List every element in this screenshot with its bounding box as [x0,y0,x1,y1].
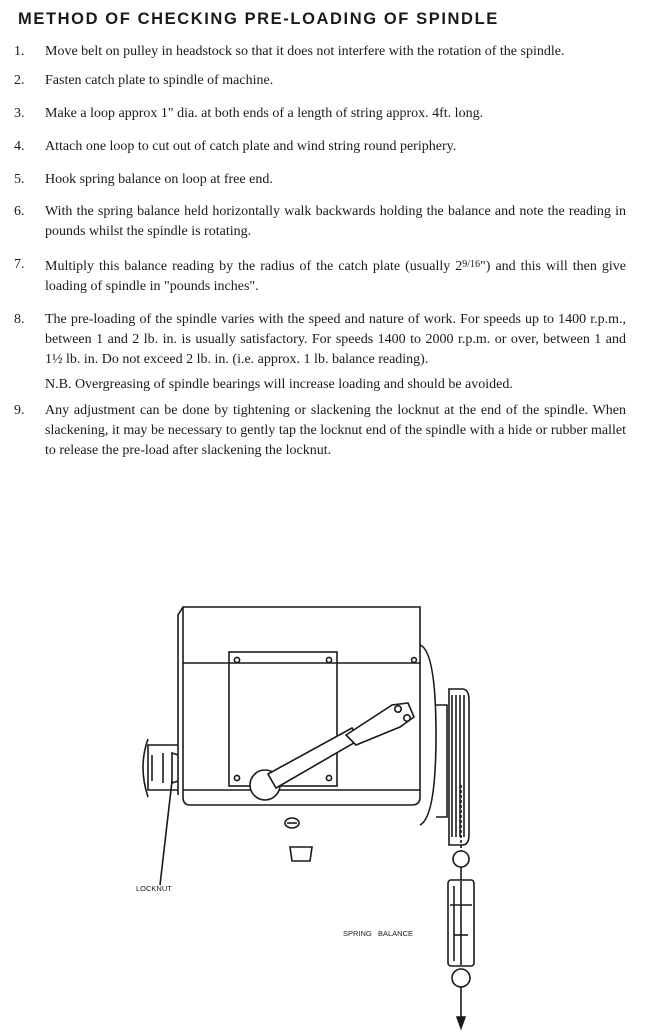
cover-screw [326,775,331,780]
headstock-rear-bulge [420,645,436,825]
bottom-knob [290,847,312,861]
spring-balance-label: SPRING BALANCE [343,929,414,938]
page-title: METHOD OF CHECKING PRE-LOADING OF SPINDLE [18,10,499,28]
locknut-leader [160,781,172,885]
step-1 [14,42,626,62]
step-number: 2. [14,73,25,88]
step-6 [14,202,626,242]
instruction-list [14,42,626,461]
step-number: 9. [14,403,25,418]
locknut-label: LOCKNUT [136,884,172,893]
step-8 [14,310,626,370]
step-9 [14,401,626,461]
step-text: Make a loop approx 1" dia. at both ends of a length of string approx. 4ft. long. [45,106,484,121]
headstock-illustration [0,585,664,1034]
step-number: 3. [14,106,25,121]
step-7 [14,255,626,297]
step-2 [14,71,626,91]
step-number: 5. [14,172,25,187]
spindle-collar [172,753,178,783]
pull-arrow-icon [457,1017,465,1028]
step-text: Fasten catch plate to spindle of machine. [45,73,274,88]
cover-screw [234,775,239,780]
step-text: The pre-loading of the spindle varies with the speed and nature of work. For speeds up to 1400 r.p.m., between 1 and 2 lb. in. is usually satisfactory. For speeds 1400 to 2000 r.p.m. or over, between 1 and 1½ lb. in. Do not exceed 2 lb. in. (i.e. approx. 1 lb. balance reading). [45,312,626,367]
step-text: Move belt on pulley in headstock so that it does not interfere with the rotation of the spindle. [45,44,565,59]
step-text-before: Multiply this balance reading by the radius of the catch plate (usually 2 [45,259,463,274]
balance-top-ring [453,851,469,867]
headstock-diagram [0,585,664,1034]
lever-arm [268,728,359,788]
cover-screw [234,657,239,662]
lever-plate [346,703,414,745]
step-number: 7. [14,257,25,272]
step-4 [14,137,626,157]
step-number: 6. [14,204,25,219]
step-number: 4. [14,139,25,154]
step-5 [14,170,626,190]
step-number: 1. [14,44,25,59]
body-screw [412,658,417,663]
step-3 [14,104,626,124]
spindle-hub [436,705,447,817]
step-text: Any adjustment can be done by tightening or slackening the locknut at the end of the spindle. When slackening, it may be necessary to gently tap the locknut end of the spindle with a hide or rubber mallet to release the pre-load after slackening the locknut. [45,403,626,458]
step-number: 8. [14,312,25,327]
step-text: Attach one loop to cut out of catch plate and wind string round periphery. [45,139,457,154]
cover-screw [326,657,331,662]
nb-note: N.B. Overgreasing of spindle bearings will increase loading and should be avoided. [45,377,513,392]
balance-bottom-ring [452,969,470,987]
step-text-after: ") and this will then give loading of spindle in "pounds inches". [45,259,626,294]
radius-fraction: 9/16 [462,259,481,270]
headstock-top [183,607,420,663]
step-text: With the spring balance held horizontally walk backwards holding the balance and note the reading in pounds whilst the spindle is rotating. [45,204,626,239]
step-text [45,255,626,297]
step-text: Hook spring balance on loop at free end. [45,172,273,187]
